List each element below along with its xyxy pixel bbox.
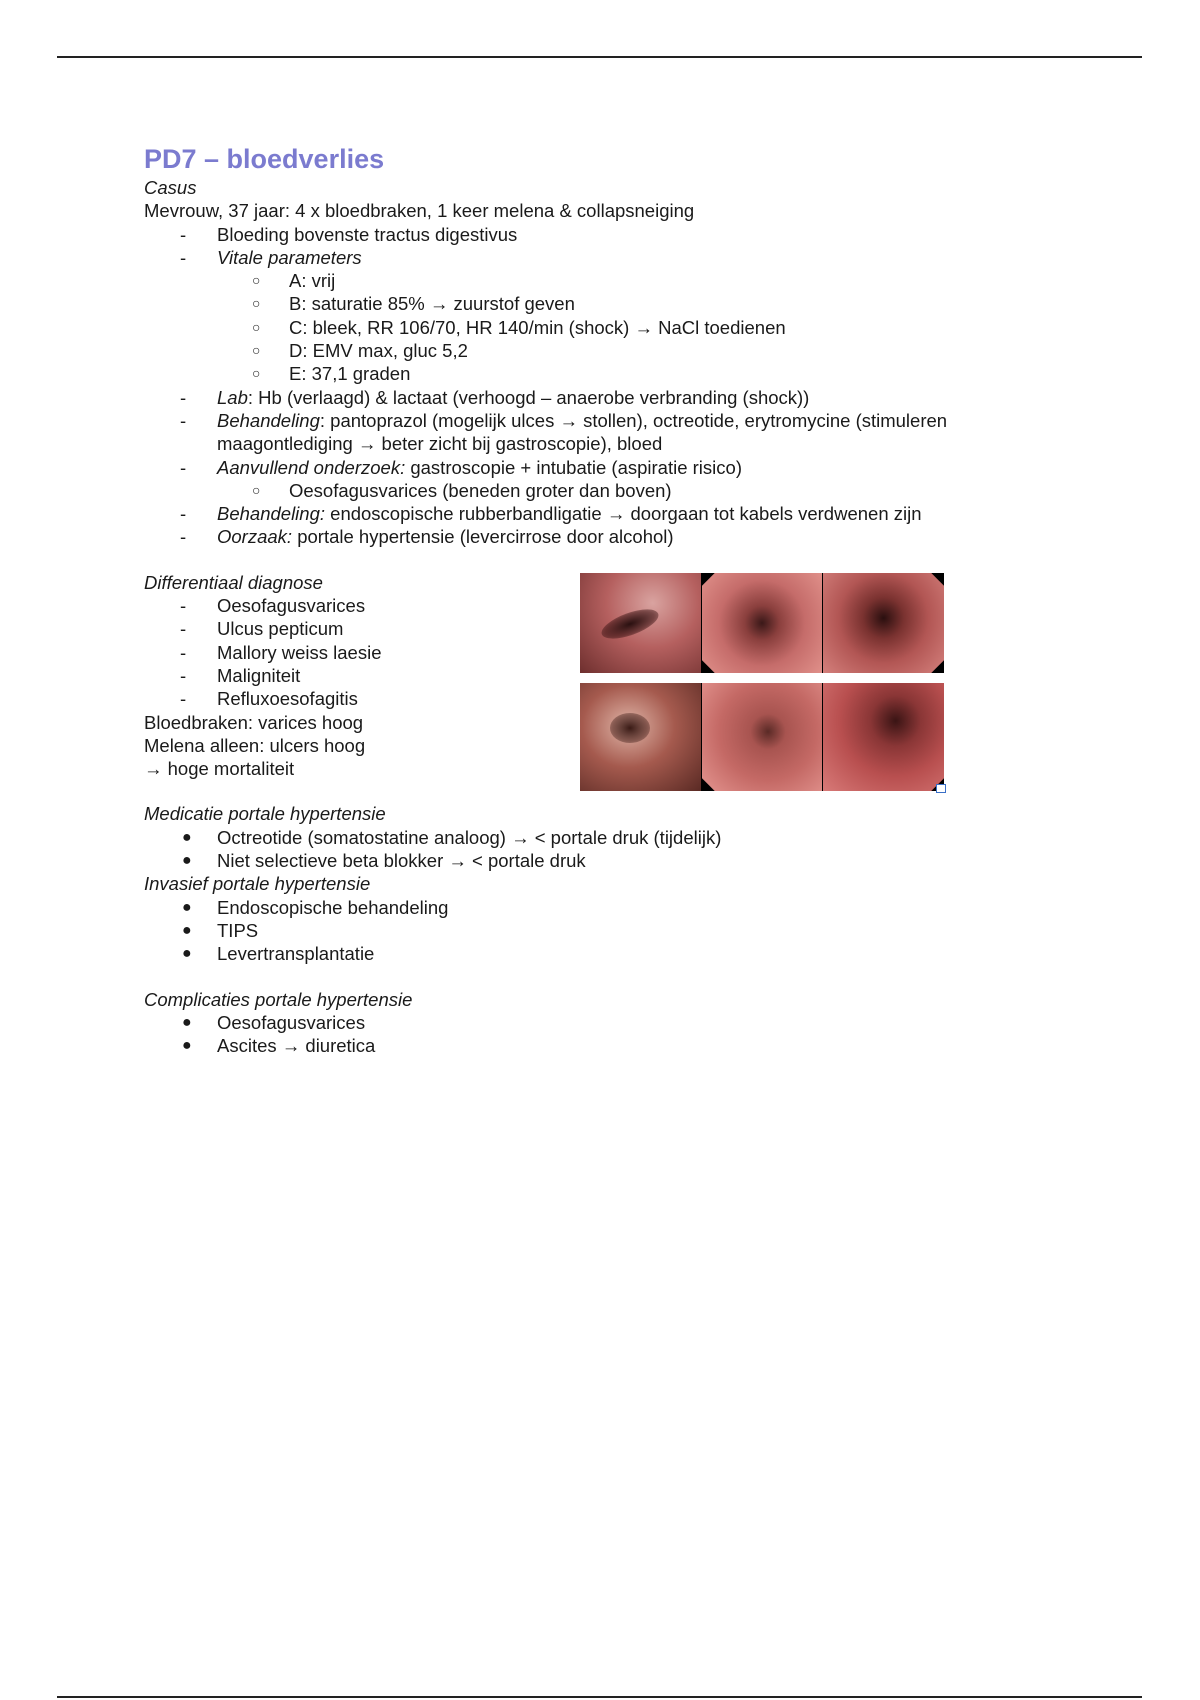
header-rule [57, 56, 1142, 58]
list-item [144, 1034, 1104, 1057]
item-text: endoscopische rubberbandligatie → doorgaan tot kabels verdwenen zijn [325, 503, 922, 525]
list-item [144, 826, 1104, 849]
item-text: Levertransplantatie [217, 943, 375, 965]
bullet-icon: ● [182, 852, 192, 870]
circle-bullet-icon: ○ [252, 365, 261, 382]
invasief-heading: Invasief portale hypertensie [144, 873, 371, 895]
page-title: PD7 – bloedverlies [144, 144, 385, 174]
image-row [580, 683, 944, 791]
ddx-note: Melena alleen: ulcers hoog [144, 734, 366, 756]
sub-list-item [144, 269, 1104, 292]
endoscopy-image [580, 573, 702, 673]
sub-list-item [144, 339, 1104, 362]
sub-list-item [144, 316, 1104, 339]
dash-marker: - [180, 641, 187, 663]
list-item [144, 919, 1104, 942]
item-text: B: saturatie 85% → zuurstof geven [289, 293, 575, 315]
item-label: Vitale parameters [217, 246, 362, 268]
circle-bullet-icon: ○ [252, 318, 261, 335]
item-text: Oesofagusvarices (beneden groter dan boven) [289, 479, 672, 501]
item-text: E: 37,1 graden [289, 363, 411, 385]
ddx-note: Bloedbraken: varices hoog [144, 711, 364, 733]
dash-marker: - [180, 456, 187, 478]
sub-list-item [144, 479, 1104, 502]
dash-marker: - [180, 386, 187, 408]
ddx-note: → hoge mortaliteit [144, 758, 295, 780]
item-label: Behandeling [217, 409, 320, 431]
item-label: Aanvullend onderzoek: [217, 456, 406, 478]
list-item [144, 896, 1104, 919]
list-item [144, 849, 1104, 872]
bullet-icon: ● [182, 945, 192, 963]
sub-list-item [144, 292, 1104, 315]
endoscopy-image [823, 573, 944, 673]
item-text: Bloeding bovenste tractus digestivus [217, 223, 518, 245]
ddx-heading: Differentiaal diagnose [144, 571, 323, 593]
item-text: Octreotide (somatostatine analoog) → < portale druk (tijdelijk) [217, 826, 722, 848]
item-text: gastroscopie + intubatie (aspiratie risico) [405, 456, 742, 478]
item-text: Maligniteit [217, 664, 301, 686]
item-label: Behandeling: [217, 503, 326, 525]
casus-intro: Mevrouw, 37 jaar: 4 x bloedbraken, 1 keer melena & collapsneiging [144, 200, 695, 222]
list-item [144, 456, 1104, 479]
item-text: Oesofagusvarices [217, 1011, 366, 1033]
dash-marker: - [180, 526, 187, 548]
item-text: Ulcus pepticum [217, 618, 344, 640]
bullet-icon: ● [182, 828, 192, 846]
item-text: A: vrij [289, 270, 336, 292]
bullet-icon: ● [182, 921, 192, 939]
item-text: : Hb (verlaagd) & lactaat (verhoogd – anaerobe verbranding (shock)) [247, 386, 810, 408]
item-text: Mallory weiss laesie [217, 641, 382, 663]
list-item [144, 246, 1104, 269]
item-text: portale hypertensie (levercirrose door alcohol) [292, 526, 674, 548]
endoscopy-image [823, 683, 944, 791]
endoscopy-image [580, 683, 702, 791]
bullet-icon: ● [182, 1013, 192, 1031]
item-text: Refluxoesofagitis [217, 688, 358, 710]
dash-marker: - [180, 503, 187, 525]
bullet-icon: ● [182, 1037, 192, 1055]
circle-bullet-icon: ○ [252, 295, 261, 312]
casus-heading: Casus [144, 177, 197, 198]
circle-bullet-icon: ○ [252, 342, 261, 359]
list-item [144, 386, 1104, 409]
list-item [144, 1011, 1104, 1034]
dash-marker: - [180, 223, 187, 245]
endoscopy-image-grid [580, 571, 948, 793]
image-row [580, 573, 944, 673]
endoscopy-image [702, 573, 824, 673]
endoscopy-image [702, 683, 824, 791]
complicaties-heading: Complicaties portale hypertensie [144, 988, 413, 1010]
dash-marker: - [180, 618, 187, 640]
document-body [144, 142, 1104, 1057]
medicatie-heading: Medicatie portale hypertensie [144, 803, 386, 825]
item-text: Ascites → diuretica [217, 1035, 376, 1057]
footer-rule [57, 1696, 1142, 1698]
dash-marker: - [180, 664, 187, 686]
resize-handle-icon [936, 784, 946, 793]
dash-marker: - [180, 595, 187, 617]
circle-bullet-icon: ○ [252, 272, 261, 289]
dash-marker: - [180, 246, 187, 268]
list-item [144, 223, 1104, 246]
dash-marker: - [180, 688, 187, 710]
item-text: TIPS [217, 919, 259, 941]
item-text: Endoscopische behandeling [217, 896, 449, 918]
sub-list-item [144, 362, 1104, 385]
ddx-section [144, 571, 1104, 781]
list-item [144, 502, 1104, 525]
circle-bullet-icon: ○ [252, 481, 261, 498]
item-text: : pantoprazol (mogelijk ulces → stollen), octreotide, erytromycine (stimuleren maagontlediging → beter zicht bij gastroscopie), bloed [217, 409, 948, 455]
item-text: Oesofagusvarices [217, 595, 366, 617]
bullet-icon: ● [182, 898, 192, 916]
dash-marker: - [180, 409, 187, 431]
list-item [144, 409, 1037, 456]
item-label: Oorzaak: [217, 526, 293, 548]
list-item [144, 942, 1104, 965]
item-text: Niet selectieve beta blokker → < portale druk [217, 850, 586, 872]
item-text: C: bleek, RR 106/70, HR 140/min (shock) → NaCl toedienen [289, 316, 786, 338]
list-item [144, 525, 1104, 548]
item-text: D: EMV max, gluc 5,2 [289, 340, 468, 362]
item-label: Lab [217, 386, 248, 408]
